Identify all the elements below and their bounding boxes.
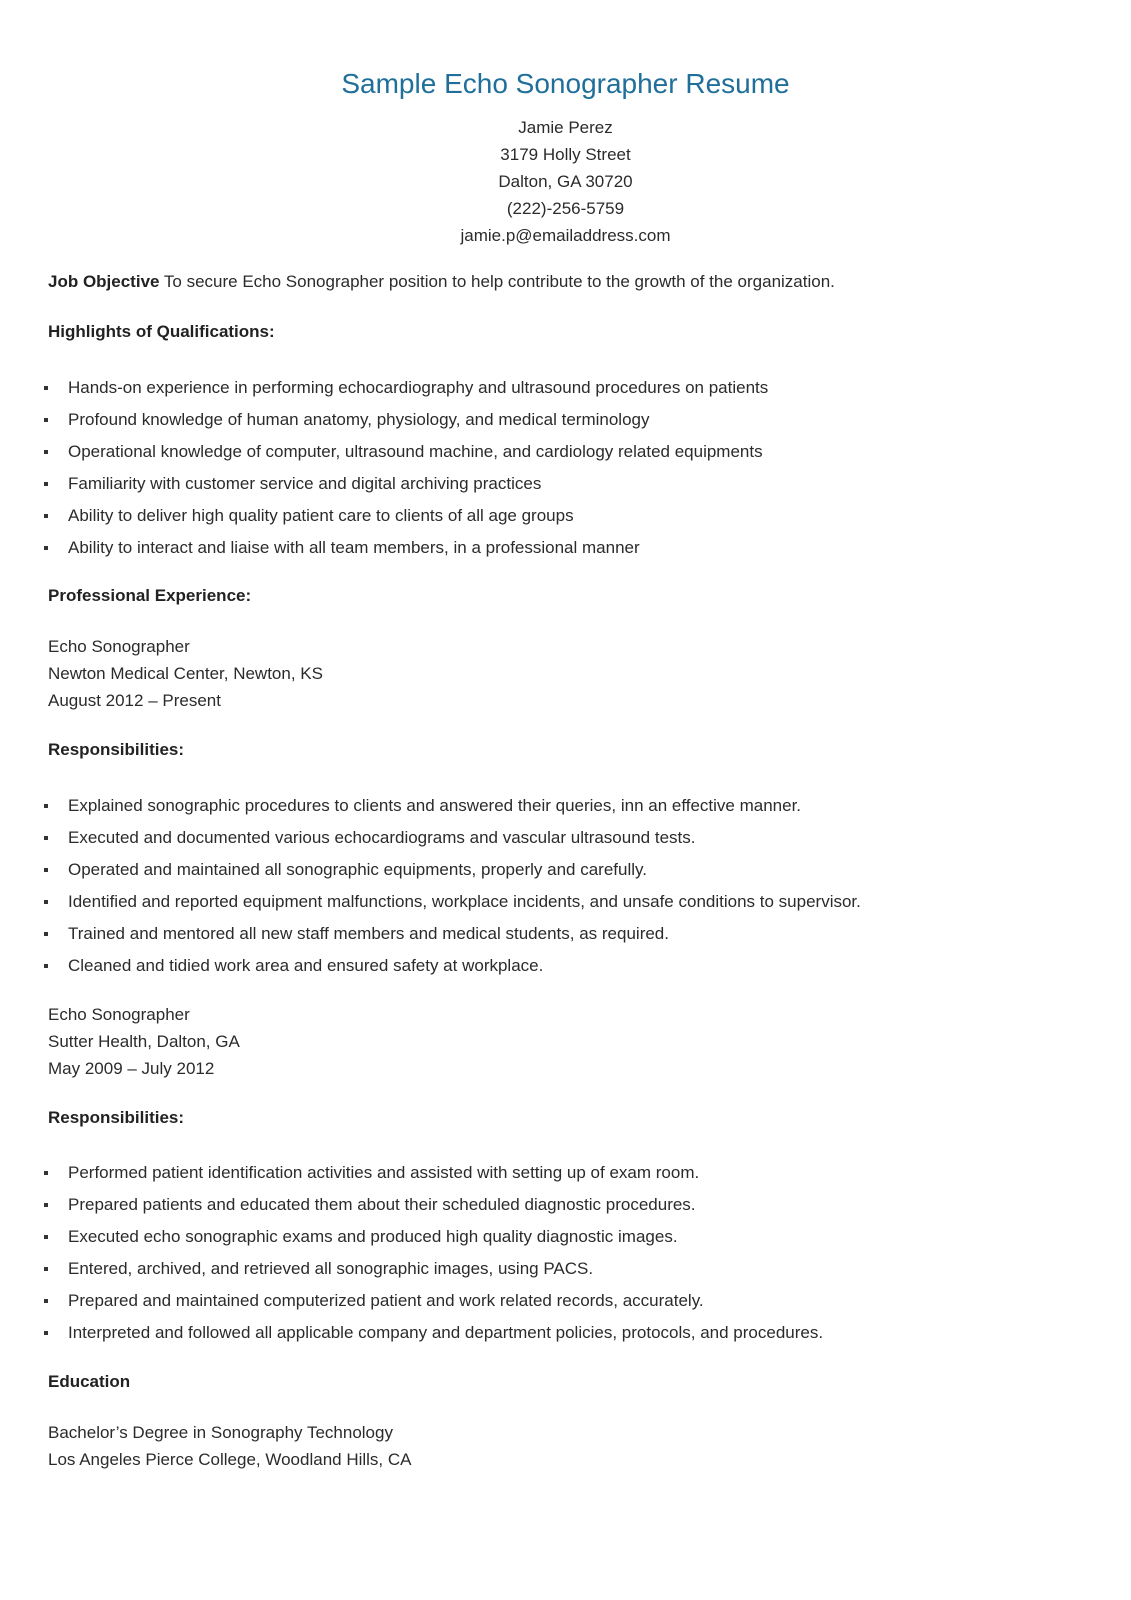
job-employer: Sutter Health, Dalton, GA: [48, 1032, 240, 1051]
list-item-text: Ability to deliver high quality patient care to clients of all age groups: [68, 506, 574, 525]
list-item: [48, 1285, 1088, 1317]
job-dates: May 2009 – July 2012: [48, 1059, 215, 1078]
bullet-icon: [44, 1203, 48, 1207]
job-1-details: [48, 633, 1088, 714]
list-item: [48, 1189, 1088, 1221]
bullet-icon: [44, 1331, 48, 1335]
bullet-icon: [44, 546, 48, 550]
highlights-list: [48, 372, 1088, 564]
bullet-icon: [44, 386, 48, 390]
list-item: [48, 790, 1088, 822]
list-item: [48, 854, 1088, 886]
bullet-icon: [44, 1299, 48, 1303]
job-employer: Newton Medical Center, Newton, KS: [48, 664, 323, 683]
list-item: [48, 886, 1088, 918]
bullet-icon: [44, 514, 48, 518]
bullet-icon: [44, 482, 48, 486]
list-item-text: Profound knowledge of human anatomy, physiology, and medical terminology: [68, 410, 650, 429]
list-item-text: Familiarity with customer service and digital archiving practices: [68, 474, 542, 493]
education-heading: Education: [48, 1372, 131, 1391]
list-item-text: Trained and mentored all new staff members and medical students, as required.: [68, 924, 669, 943]
list-item-text: Hands-on experience in performing echocardiography and ultrasound procedures on patients: [68, 378, 769, 397]
bullet-icon: [44, 868, 48, 872]
job-1-responsibilities: [48, 790, 1088, 982]
contact-block: [0, 114, 1131, 249]
job-2-details: [48, 1001, 1088, 1082]
list-item: [48, 1317, 1088, 1349]
highlights-heading: Highlights of Qualifications:: [48, 322, 275, 341]
list-item: [48, 918, 1088, 950]
list-item: [48, 372, 1088, 404]
contact-email: jamie.p@emailaddress.com: [460, 226, 671, 245]
list-item-text: Ability to interact and liaise with all team members, in a professional manner: [68, 538, 640, 557]
bullet-icon: [44, 450, 48, 454]
bullet-icon: [44, 1267, 48, 1271]
list-item-text: Explained sonographic procedures to clients and answered their queries, inn an effective manner.: [68, 796, 802, 815]
job-title: Echo Sonographer: [48, 637, 190, 656]
list-item-text: Prepared patients and educated them about their scheduled diagnostic procedures.: [68, 1195, 696, 1214]
list-item: [48, 500, 1088, 532]
responsibilities-heading: Responsibilities:: [48, 740, 185, 759]
bullet-icon: [44, 932, 48, 936]
list-item-text: Operational knowledge of computer, ultrasound machine, and cardiology related equipments: [68, 442, 763, 461]
objective-label: Job Objective: [48, 272, 160, 291]
list-item-text: Interpreted and followed all applicable company and department policies, protocols, and procedures.: [68, 1323, 824, 1342]
bullet-icon: [44, 1235, 48, 1239]
job-2-responsibilities: [48, 1157, 1088, 1349]
job-title: Echo Sonographer: [48, 1005, 190, 1024]
contact-name: Jamie Perez: [518, 118, 613, 137]
bullet-icon: [44, 418, 48, 422]
list-item: [48, 436, 1088, 468]
bullet-icon: [44, 836, 48, 840]
list-item-text: Identified and reported equipment malfunctions, workplace incidents, and unsafe conditions to supervisor.: [68, 892, 861, 911]
list-item: [48, 532, 1088, 564]
list-item-text: Operated and maintained all sonographic equipments, properly and carefully.: [68, 860, 647, 879]
bullet-icon: [44, 1171, 48, 1175]
list-item-text: Entered, archived, and retrieved all sonographic images, using PACS.: [68, 1259, 594, 1278]
contact-phone: (222)-256-5759: [506, 199, 625, 218]
objective-text: To secure Echo Sonographer position to help contribute to the growth of the organization.: [159, 272, 835, 291]
page-title: Sample Echo Sonographer Resume: [341, 68, 790, 99]
list-item-text: Cleaned and tidied work area and ensured safety at workplace.: [68, 956, 544, 975]
bullet-icon: [44, 804, 48, 808]
education-degree: Bachelor’s Degree in Sonography Technology: [48, 1423, 393, 1442]
list-item-text: Performed patient identification activities and assisted with setting up of exam room.: [68, 1163, 700, 1182]
contact-city: Dalton, GA 30720: [498, 172, 633, 191]
list-item-text: Executed echo sonographic exams and produced high quality diagnostic images.: [68, 1227, 678, 1246]
list-item-text: Executed and documented various echocardiograms and vascular ultrasound tests.: [68, 828, 696, 847]
list-item: [48, 1157, 1088, 1189]
education-school: Los Angeles Pierce College, Woodland Hills, CA: [48, 1450, 412, 1469]
bullet-icon: [44, 900, 48, 904]
contact-street: 3179 Holly Street: [500, 145, 631, 164]
job-dates: August 2012 – Present: [48, 691, 221, 710]
list-item: [48, 1221, 1088, 1253]
list-item: [48, 950, 1088, 982]
job-objective: [48, 269, 1088, 295]
education-details: [48, 1419, 1088, 1473]
list-item: [48, 404, 1088, 436]
list-item-text: Prepared and maintained computerized patient and work related records, accurately.: [68, 1291, 704, 1310]
responsibilities-heading: Responsibilities:: [48, 1108, 185, 1127]
list-item: [48, 822, 1088, 854]
experience-heading: Professional Experience:: [48, 586, 252, 605]
list-item: [48, 1253, 1088, 1285]
list-item: [48, 468, 1088, 500]
bullet-icon: [44, 964, 48, 968]
